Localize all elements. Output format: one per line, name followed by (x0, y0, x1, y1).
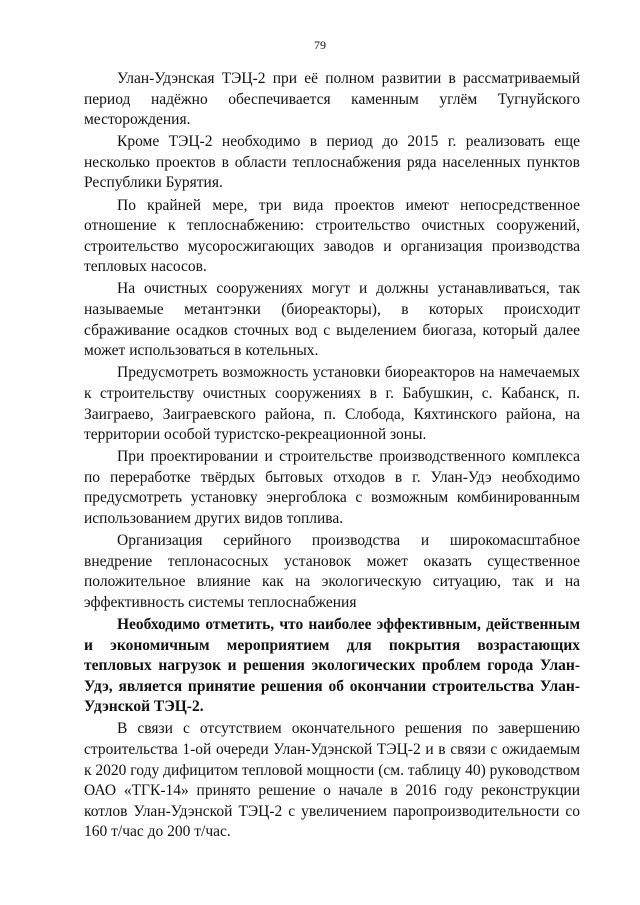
document-body (84, 69, 580, 843)
paragraph-methane-tanks: На очистных сооружениях могут и должны устанавливаться, так называемые метантэнки (биореакторы), в которых происходит сбраживание осадков сточных вод с выделением биогаза, который далее может использоваться в котельных. (84, 280, 580, 360)
paragraph-heat-supply-projects: Кроме ТЭЦ-2 необходимо в период до 2015 г. реализовать еще несколько проектов в области теплоснабжения ряда населенных пунктов Республики Бурятия. (84, 133, 580, 192)
paragraph-three-project-types: По крайней мере, три вида проектов имеют непосредственное отношение к теплоснабжению: строительство очистных сооружений, строительство мусоросжигающих заводов и организация производства тепловых насосов. (84, 196, 580, 276)
paragraph-waste-processing: При проектировании и строительстве производственного комплекса по переработке твёрдых бытовых отходов в г. Улан-Удэ необходимо предусмотреть установку энергоблока с возможным комбинированным использованием других видов топлива. (84, 448, 580, 527)
paragraph-tets2-coal-supply: Улан-Удэнская ТЭЦ-2 при её полном развитии в рассматриваемый период надёжно обеспечивается каменным углём Тугнуйского месторождения. (84, 70, 580, 129)
paragraph-key-conclusion: Необходимо отметить, что наиболее эффективным, действенным и экономичным мероприятием для покрытия возрастающих тепловых нагрузок и решения экологических проблем города Улан-Удэ, является принятие решения об окончании строительства Улан-Удэнской ТЭЦ-2. (84, 615, 580, 716)
page-number: 79 (314, 38, 326, 52)
paragraph-heat-pumps: Организация серийного производства и широкомасштабное внедрение теплонасосных установок может оказать существенное положительное влияние как на экологическую ситуацию, так и на эффективность системы теплоснабжения (84, 532, 580, 611)
paragraph-bioreactor-sites: Предусмотреть возможность установки биореакторов на намечаемых к строительству очистных сооружениях в г. Бабушкин, с. Кабанск, п. Заиграево, Заиграевского района, п. Слобода, Кяхтинского района, на территории особой туристско-рекреационной зоны. (84, 364, 580, 444)
paragraph-boiler-reconstruction: В связи с отсутствием окончательного решения по завершению строительства 1-ой очереди Улан-Удэнской ТЭЦ-2 и в связи с ожидаемым к 2020 году дифицитом тепловой мощности (см. таблицу 40) руководством ОАО «ТГК-14» принято решение о начале в 2016 году реконструкции котлов Улан-Удэнской ТЭЦ-2 с увеличением паропроизводительности со 160 т/час до 200 т/час. (84, 720, 580, 841)
